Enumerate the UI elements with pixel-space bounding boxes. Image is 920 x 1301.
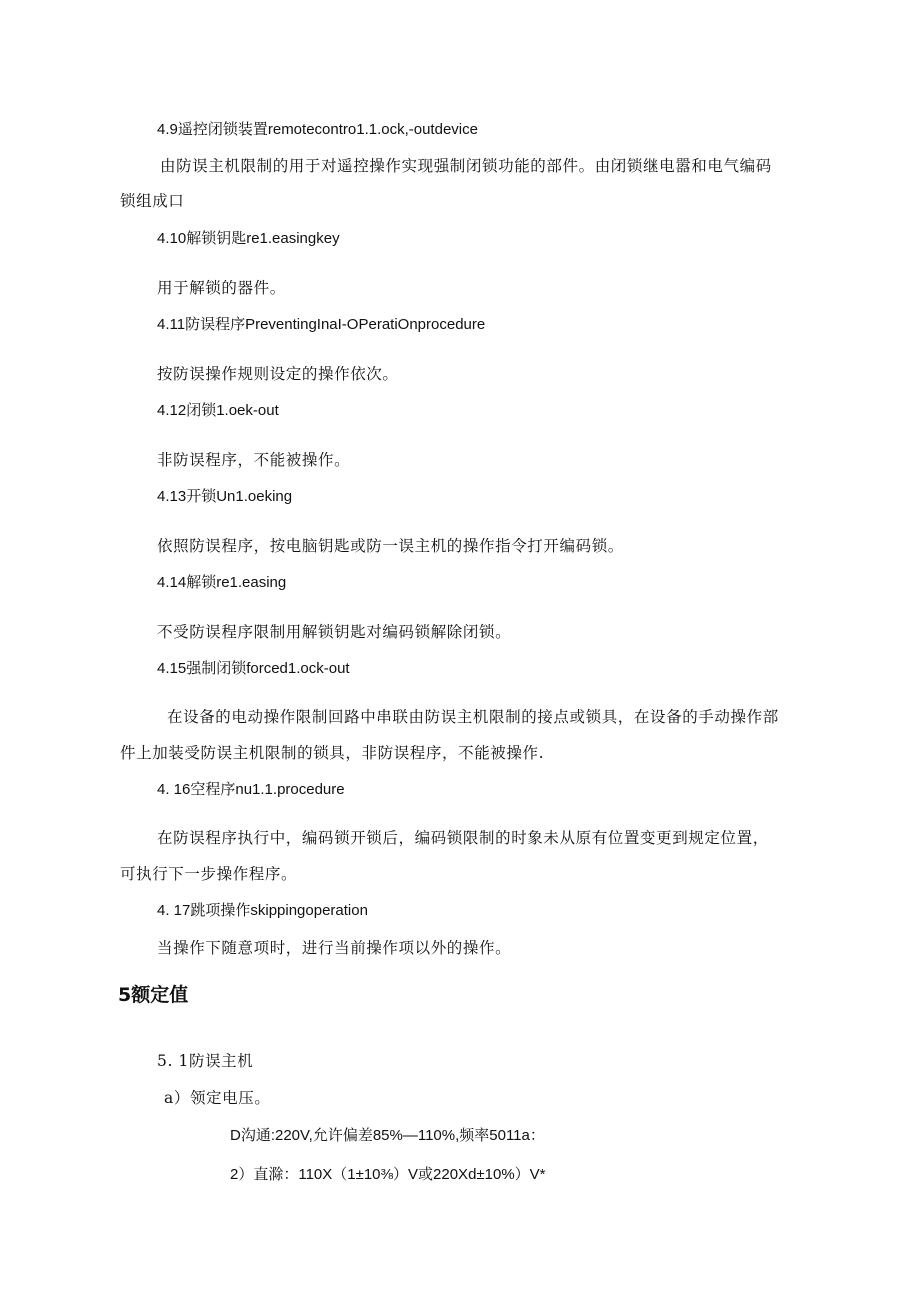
clause-4-16-text-line-2: 可执行下一步操作程序。 bbox=[120, 865, 298, 883]
clause-4-12-text: 非防误程序，不能被操作。 bbox=[157, 451, 351, 469]
clause-4-16-text-line-1: 在防误程序执行中，编码锁开锁后，编码锁限制的时象未从原有位置变更到规定位置， bbox=[157, 829, 769, 847]
item-2-dc-voltage: 2）直滁：110X（1±10⅜）V或220Xd±10%）V* bbox=[230, 1166, 546, 1183]
clause-4-9-text-line-2: 锁组成口 bbox=[120, 192, 185, 210]
clause-4-15-text-line-1: 在设备的电动操作限制回路中串联由防误主机限制的接点或锁具，在设备的手动操作部 bbox=[167, 708, 779, 726]
item-a-rated-voltage: a）领定电压。 bbox=[164, 1089, 271, 1107]
clause-4-17-text: 当操作下随意项时，进行当前操作项以外的操作。 bbox=[157, 939, 512, 957]
clause-4-14-heading: 4.14解锁re1.easing bbox=[157, 574, 287, 591]
clause-4-12-heading: 4.12闭锁1.oek-out bbox=[157, 402, 279, 419]
clause-5-1-heading: 5. 1防误主机 bbox=[157, 1052, 254, 1070]
clause-4-11-text: 按防误操作规则设定的操作依次。 bbox=[157, 365, 399, 383]
clause-4-16-heading: 4. 16空程序nu1.1.procedure bbox=[157, 781, 345, 798]
clause-4-9-heading: 4.9遥控闭锁装置remotecontro1.1.ock,-outdevice bbox=[157, 121, 478, 138]
clause-4-13-heading: 4.13开锁Un1.oeking bbox=[157, 488, 293, 505]
clause-4-11-heading: 4.11防误程序PreventingInaI-OPeratiOnprocedure bbox=[157, 316, 486, 333]
item-1-ac-voltage: D沟通:220V,允许偏差85%—110%,频率5011a： bbox=[230, 1127, 545, 1144]
clause-4-10-text: 用于解锁的器件。 bbox=[157, 279, 286, 297]
clause-4-15-text-line-2: 件上加装受防误主机限制的锁具，非防误程序，不能被操作. bbox=[120, 744, 545, 762]
clause-4-10-heading: 4.10解锁钥匙re1.easingkey bbox=[157, 230, 340, 247]
clause-4-14-text: 不受防误程序限制用解锁钥匙对编码锁解除闭锁。 bbox=[157, 623, 512, 641]
section-5-title: 5额定值 bbox=[118, 984, 189, 1006]
clause-4-9-text-line-1: 由防误主机限制的用于对遥控操作实现强制闭锁功能的部件。由闭锁继电嚣和电气编码 bbox=[160, 157, 772, 175]
clause-4-13-text: 依照防误程序，按电脑钥匙或防一误主机的操作指令打开编码锁。 bbox=[157, 537, 624, 555]
clause-4-17-heading: 4. 17跳项操作skippingoperation bbox=[157, 902, 368, 919]
clause-4-15-heading: 4.15强制闭锁forced1.ock-out bbox=[157, 660, 350, 677]
